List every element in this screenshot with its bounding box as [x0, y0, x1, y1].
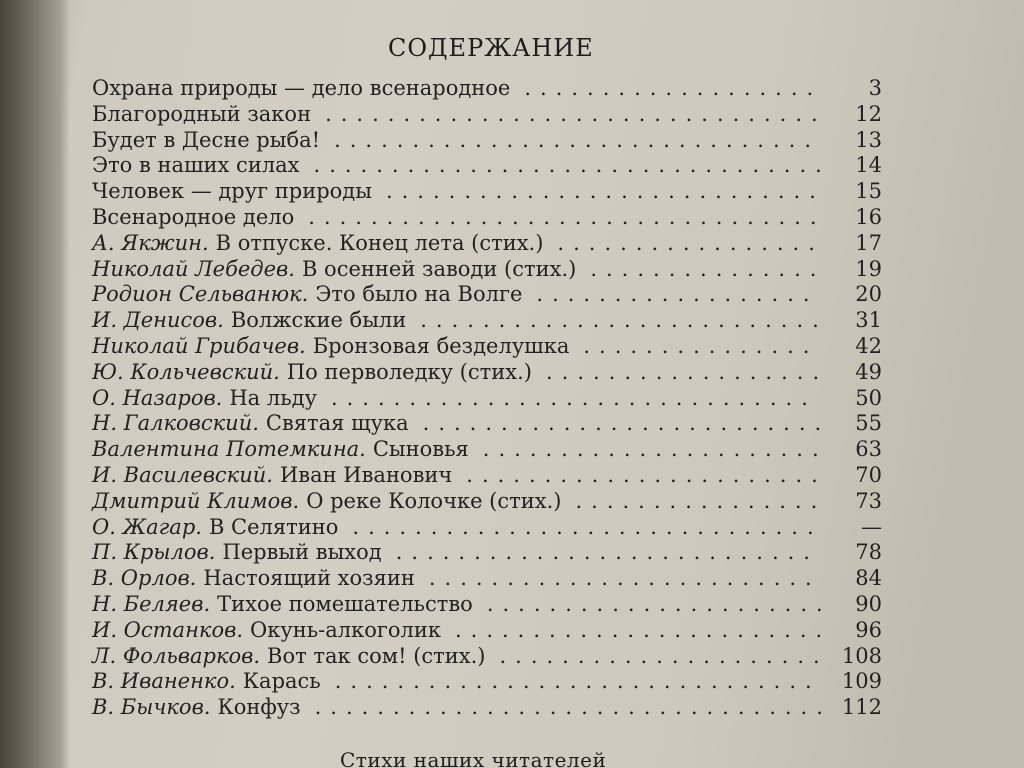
toc-leader-dots: .................................	[313, 153, 831, 178]
toc-entry	[92, 437, 892, 463]
toc-leader-dots: .................................	[314, 695, 832, 720]
toc-entry	[92, 489, 892, 515]
toc-entry-text	[92, 411, 830, 437]
toc-entry	[92, 102, 892, 128]
toc-title: Это было на Волге	[315, 282, 523, 307]
toc-entry-text	[92, 179, 825, 205]
toc-leader-dots: .................	[557, 230, 824, 255]
toc-leader-dots: ......................	[486, 591, 832, 616]
toc-leader-dots: .......................	[466, 462, 827, 487]
toc-title: В Селятино	[208, 514, 339, 539]
toc-entry	[92, 540, 892, 566]
toc-author: В. Орлов.	[92, 566, 197, 591]
toc-entry	[92, 360, 892, 386]
toc-title: Волжские были	[230, 308, 407, 333]
toc-entry	[92, 308, 892, 334]
toc-author: Николай Лебедев.	[92, 256, 295, 281]
toc-leader-dots: ...................	[524, 76, 823, 100]
toc-leader-dots: ................................	[325, 101, 827, 126]
toc-entry-text	[92, 515, 823, 541]
toc-entry-text	[92, 618, 831, 644]
toc-author: Н. Галковский.	[92, 411, 259, 436]
toc-title: В осенней заводи (стих.)	[301, 256, 577, 281]
toc-title: Сыновья	[372, 437, 469, 462]
toc-page-number: 109	[841, 669, 882, 694]
table-of-contents	[92, 76, 892, 721]
toc-entry-text	[92, 592, 832, 618]
toc-title: Всенародное дело	[92, 204, 295, 229]
toc-title: Настоящий хозяин	[203, 566, 415, 591]
toc-entry	[92, 592, 892, 618]
toc-author: И. Василевский.	[92, 462, 273, 487]
toc-title: Иван Иванович	[279, 462, 453, 487]
toc-entry-text	[92, 644, 829, 670]
toc-entry	[92, 231, 892, 257]
toc-entry	[92, 153, 892, 179]
toc-leader-dots: ..............................	[352, 514, 823, 539]
toc-author: О. Назаров.	[92, 385, 223, 410]
toc-title: Вот так сом! (стих.)	[267, 643, 486, 668]
toc-entry	[92, 257, 892, 283]
book-gutter	[0, 0, 70, 768]
toc-entry	[92, 618, 892, 644]
toc-entry	[92, 515, 892, 541]
toc-entry-text	[92, 308, 828, 334]
toc-entry	[92, 669, 892, 695]
toc-title: Человек — друг природы	[92, 179, 372, 204]
toc-leader-dots: ..........................	[422, 411, 831, 436]
toc-title: На льду	[229, 385, 317, 410]
toc-leader-dots: .................................	[308, 204, 826, 229]
toc-entry	[92, 334, 892, 360]
toc-title: О реке Колочке (стих.)	[306, 488, 562, 513]
toc-page-number: 73	[855, 488, 882, 513]
toc-title: Это в наших силах	[92, 153, 300, 178]
toc-author: Дмитрий Климов.	[92, 488, 300, 513]
toc-author: О. Жагар.	[92, 514, 202, 539]
toc-entry-text	[92, 128, 820, 154]
toc-leader-dots: .........................	[428, 566, 821, 591]
toc-leader-dots: ...............	[590, 256, 826, 281]
toc-entry-text	[92, 566, 821, 592]
toc-page-number: 3	[868, 76, 882, 100]
toc-page-number: 55	[855, 411, 882, 436]
toc-author: Валентина Потемкина.	[92, 437, 366, 462]
toc-author: Н. Беляев.	[92, 591, 211, 616]
toc-author: Николай Грибачев.	[92, 333, 306, 358]
toc-title: По перволедку (стих.)	[286, 359, 532, 384]
toc-entry-text	[92, 437, 828, 463]
toc-author: А. Якжин.	[92, 230, 209, 255]
toc-title: Охрана природы — дело всенародное	[92, 76, 511, 100]
toc-page-number: 50	[855, 385, 882, 410]
toc-page-number: 78	[855, 540, 882, 565]
toc-entry	[92, 644, 892, 670]
toc-page-number: 14	[855, 153, 882, 178]
toc-leader-dots: ............................	[385, 179, 825, 204]
toc-page-number: 84	[855, 566, 882, 591]
toc-title: Конфуз	[217, 695, 301, 720]
toc-leader-dots: ...............	[583, 333, 819, 358]
toc-entry-text	[92, 257, 825, 283]
toc-page-number: 90	[855, 591, 882, 616]
toc-author: П. Крылов.	[92, 540, 216, 565]
toc-page-number: 15	[855, 179, 882, 204]
toc-title: В отпуске. Конец лета (стих.)	[215, 230, 544, 255]
toc-page-number: 42	[855, 333, 882, 358]
toc-page-number: 17	[855, 230, 882, 255]
toc-author: В. Бычков.	[92, 695, 211, 720]
toc-author: И. Денисов.	[92, 308, 224, 333]
toc-entry-text	[92, 205, 826, 231]
toc-title: Будет в Десне рыба!	[92, 127, 321, 152]
toc-entry	[92, 282, 892, 308]
toc-title: Тихое помешательство	[217, 591, 473, 616]
toc-leader-dots: ........................	[454, 617, 832, 642]
toc-entry	[92, 128, 892, 154]
toc-entry-text	[92, 669, 821, 695]
toc-leader-dots: ......................	[482, 437, 828, 462]
toc-entry	[92, 205, 892, 231]
toc-page-number: 20	[855, 282, 882, 307]
toc-entry-text	[92, 334, 818, 360]
toc-author: Ю. Кольчевский.	[92, 359, 280, 384]
toc-page-number: —	[861, 514, 882, 539]
toc-title: Карась	[242, 669, 321, 694]
toc-entry-text	[92, 695, 832, 721]
toc-leader-dots: ..........................	[420, 308, 828, 333]
toc-entry	[92, 411, 892, 437]
toc-leader-dots: ...........................	[395, 540, 819, 565]
toc-author: В. Иваненко.	[92, 669, 236, 694]
toc-leader-dots: ..................	[545, 359, 829, 384]
toc-title: Святая щука	[265, 411, 409, 436]
toc-entry-text	[92, 231, 824, 257]
toc-leader-dots: ................	[575, 488, 827, 513]
toc-page-number: 16	[855, 204, 882, 229]
toc-title: Первый выход	[222, 540, 382, 565]
toc-entry-text	[92, 463, 827, 489]
toc-page-number: 31	[855, 308, 882, 333]
toc-leader-dots: ...............................	[334, 127, 820, 152]
toc-page-number: 19	[855, 256, 882, 281]
next-section-heading: Стихи наших читателей	[340, 748, 607, 768]
toc-entry	[92, 179, 892, 205]
toc-entry-text	[92, 360, 828, 386]
toc-author: Л. Фольварков.	[92, 643, 261, 668]
toc-entry-text	[92, 540, 819, 566]
toc-page-number: 70	[855, 462, 882, 487]
toc-leader-dots: ...............................	[334, 669, 821, 694]
toc-title: Окунь-алкоголик	[250, 617, 441, 642]
toc-leader-dots: ...............................	[330, 385, 817, 410]
toc-entry	[92, 463, 892, 489]
toc-entry	[92, 76, 892, 102]
toc-entry	[92, 695, 892, 721]
toc-page-number: 49	[855, 359, 882, 384]
toc-entry	[92, 386, 892, 412]
toc-page-number: 63	[855, 437, 882, 462]
toc-title: Благородный закон	[92, 101, 312, 126]
toc-entry-text	[92, 76, 822, 102]
toc-author: И. Останков.	[92, 617, 243, 642]
toc-page-number: 13	[855, 127, 882, 152]
toc-entry-text	[92, 282, 819, 308]
toc-entry	[92, 566, 892, 592]
toc-title: Бронзовая безделушка	[312, 333, 570, 358]
toc-leader-dots: .....................	[499, 643, 829, 668]
toc-entry-text	[92, 489, 826, 515]
toc-entry-text	[92, 386, 817, 412]
page-title: СОДЕРЖАНИЕ	[388, 34, 594, 62]
toc-entry-text	[92, 102, 827, 128]
toc-leader-dots: ..................	[536, 282, 819, 307]
toc-page-number: 108	[841, 643, 882, 668]
toc-page-number: 12	[855, 101, 882, 126]
toc-entry-text	[92, 153, 831, 179]
toc-page-number: 96	[855, 617, 882, 642]
toc-page-number: 112	[841, 695, 882, 720]
toc-author: Родион Сельванюк.	[92, 282, 309, 307]
